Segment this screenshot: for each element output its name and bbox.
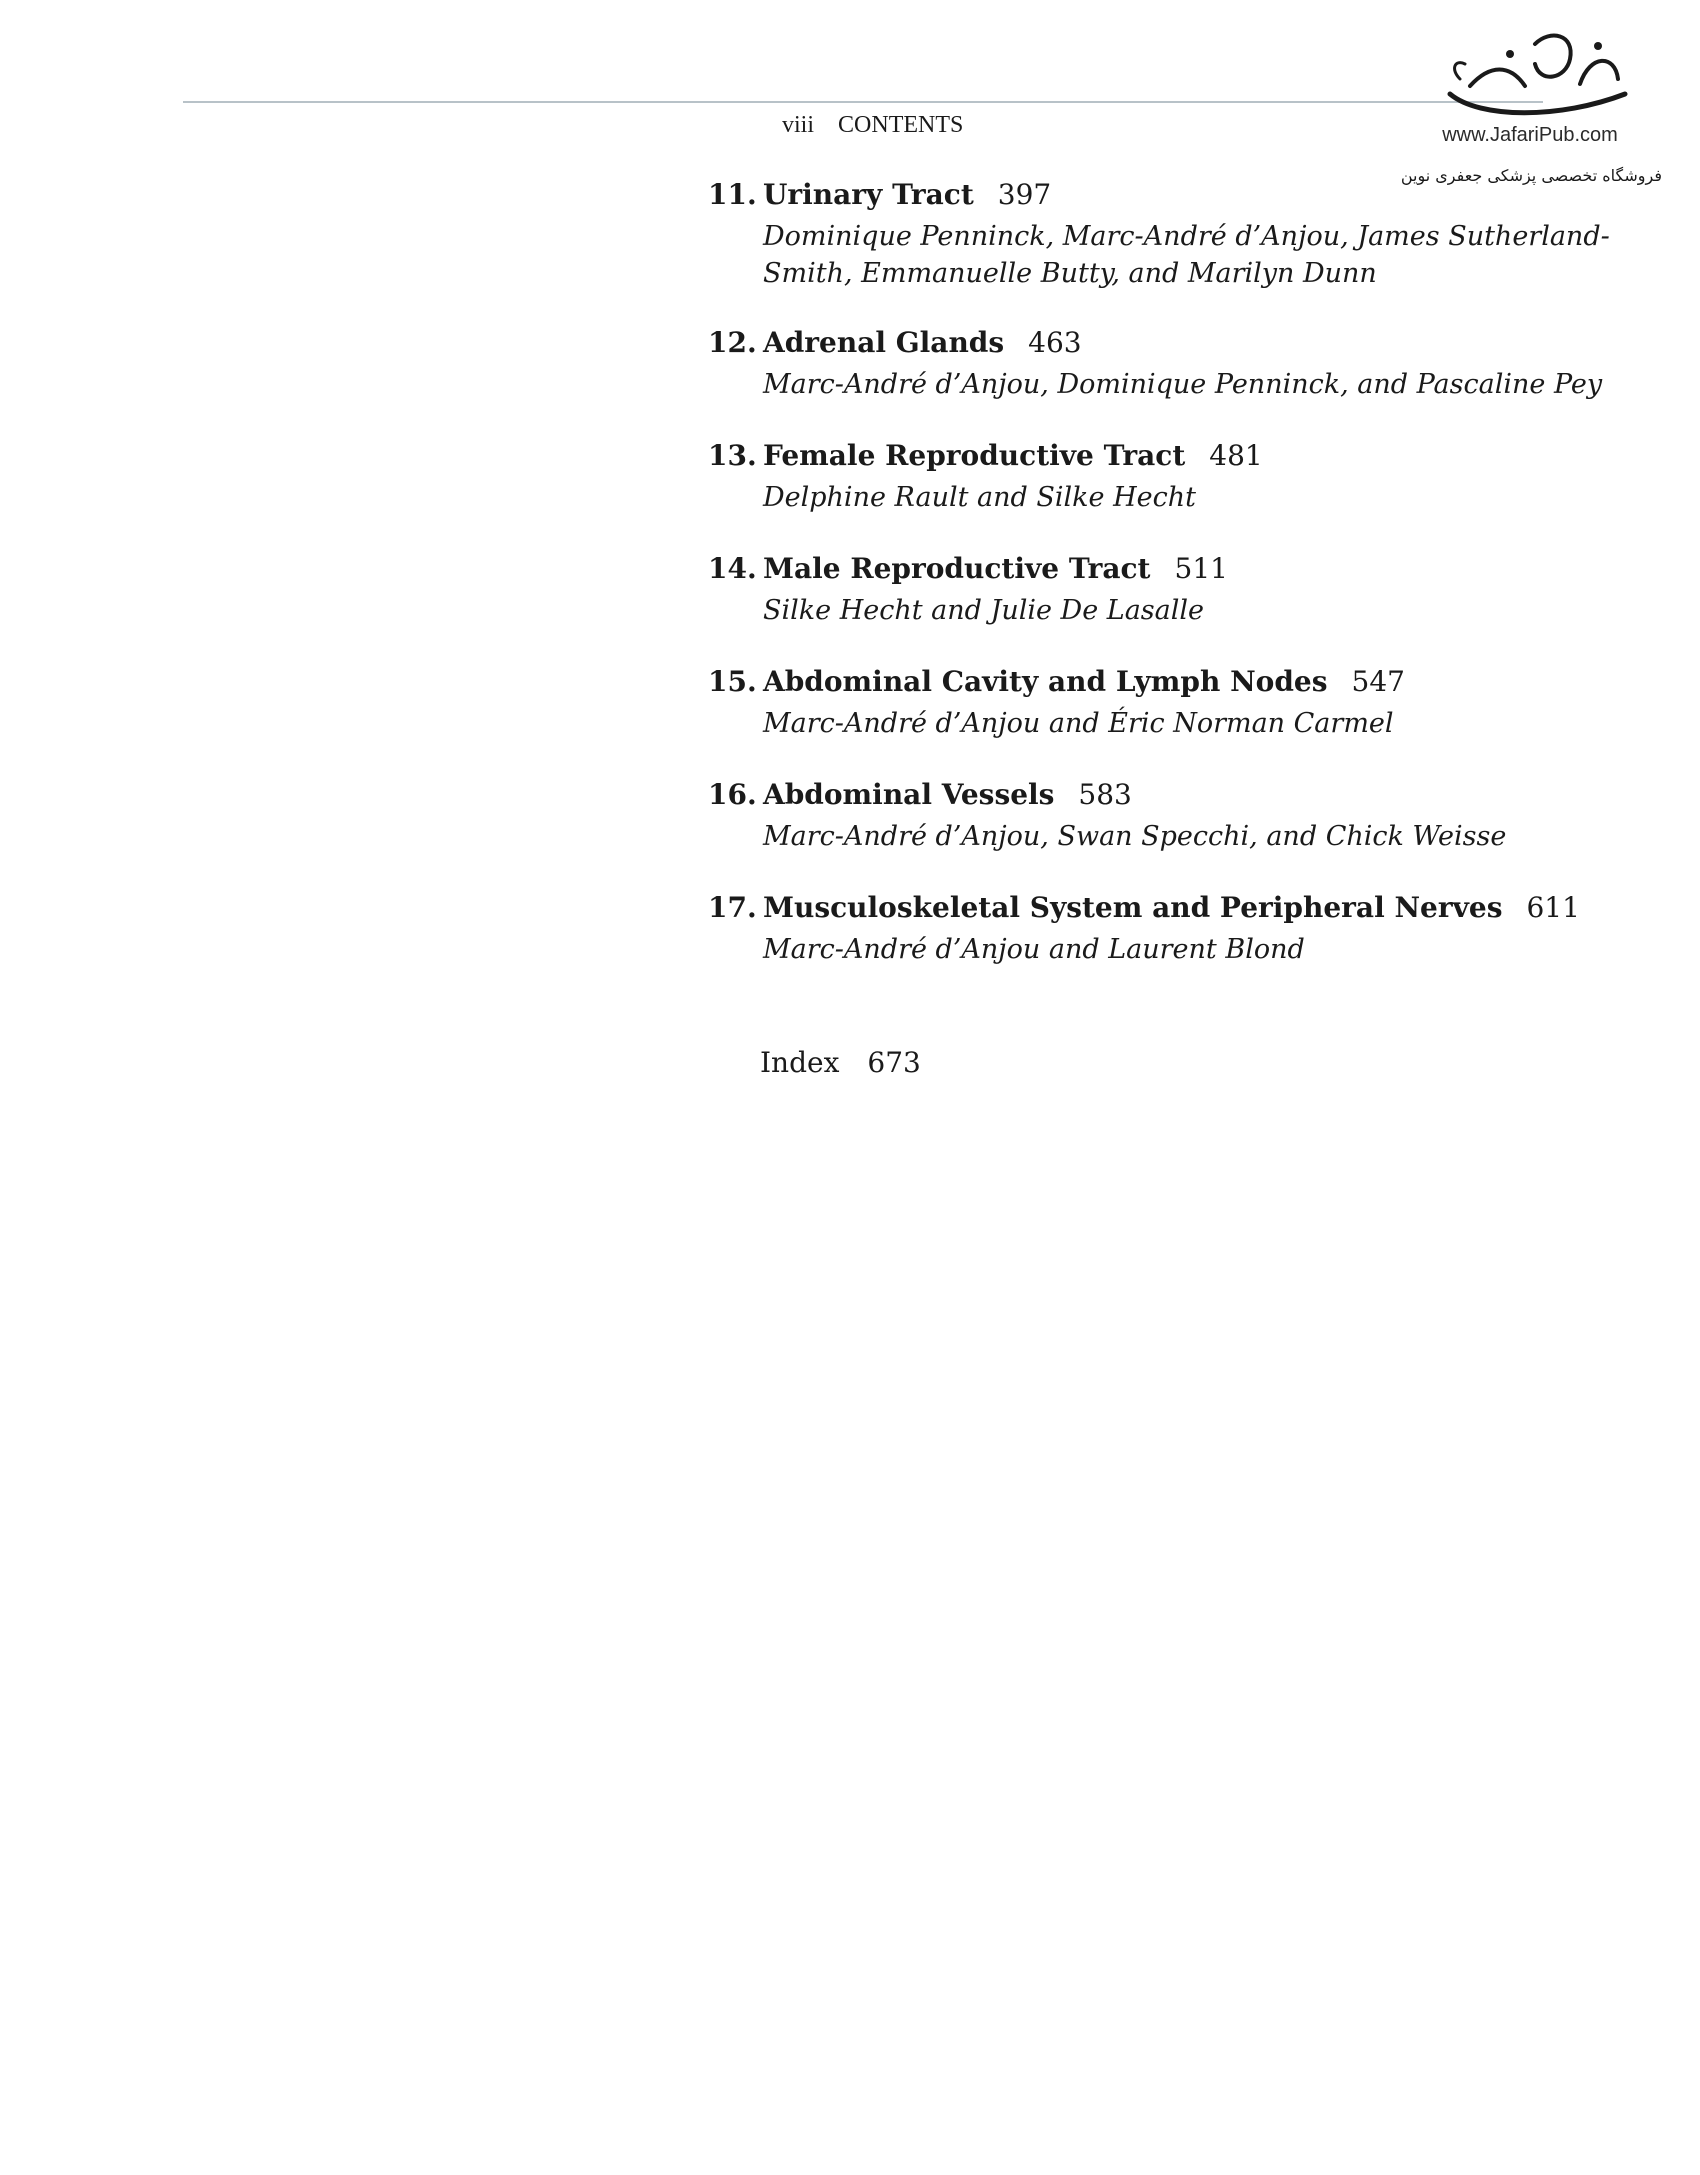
index-entry <box>760 1046 921 1079</box>
chapter-page: 611 <box>1526 891 1580 924</box>
index-page: 673 <box>867 1046 921 1079</box>
chapter-page: 463 <box>1028 326 1082 359</box>
chapter-title: Musculoskeletal System and Peripheral Nerves <box>763 891 1503 924</box>
chapter-number: 13. <box>708 439 757 472</box>
chapter-authors: Delphine Rault and Silke Hecht <box>763 482 1196 513</box>
chapter-title: Adrenal Glands <box>763 326 1005 359</box>
chapter-page: 481 <box>1209 439 1263 472</box>
toc-entry-16 <box>708 776 1608 855</box>
chapter-page: 397 <box>997 178 1052 211</box>
chapter-number: 15. <box>708 665 757 698</box>
chapter-authors: Marc-André d’Anjou, Swan Specchi, and Chick Weisse <box>763 821 1507 852</box>
chapter-authors: Marc-André d’Anjou and Laurent Blond <box>763 934 1305 965</box>
page-number: viii <box>782 112 815 138</box>
index-label: Index <box>760 1046 840 1079</box>
chapter-number: 11. <box>708 178 757 211</box>
chapter-authors: Silke Hecht and Julie De Lasalle <box>763 595 1204 626</box>
section-title: CONTENTS <box>838 112 964 138</box>
publisher-url: www.JafariPub.com <box>1442 124 1618 146</box>
toc-entry-17 <box>708 889 1608 968</box>
chapter-title: Female Reproductive Tract <box>763 439 1186 472</box>
chapter-authors: Marc-André d’Anjou, Dominique Penninck, and Pascaline Pey <box>763 369 1603 400</box>
chapter-page: 547 <box>1351 665 1405 698</box>
chapter-number: 17. <box>708 891 757 924</box>
chapter-number: 12. <box>708 326 757 359</box>
publisher-watermark <box>1400 20 1670 185</box>
chapter-authors: Dominique Penninck, Marc-André d’Anjou, James Sutherland-Smith, Emmanuelle Butty, and Marilyn Dunn <box>763 221 1610 289</box>
publisher-logo-icon <box>1440 24 1640 124</box>
toc-entry-13 <box>708 437 1608 516</box>
toc-entry-15 <box>708 663 1608 742</box>
chapter-authors: Marc-André d’Anjou and Éric Norman Carmel <box>763 708 1394 739</box>
chapter-page: 583 <box>1078 778 1132 811</box>
chapter-title: Male Reproductive Tract <box>763 552 1151 585</box>
running-head <box>782 112 963 139</box>
publisher-tagline: فروشگاه تخصصی پزشکی جعفری نوین <box>1400 166 1662 185</box>
chapter-number: 16. <box>708 778 757 811</box>
header-rule <box>183 101 1543 103</box>
chapter-title: Abdominal Cavity and Lymph Nodes <box>763 665 1328 698</box>
chapter-title: Abdominal Vessels <box>763 778 1055 811</box>
chapter-title: Urinary Tract <box>763 178 974 211</box>
toc-entry-12 <box>708 324 1608 403</box>
chapter-number: 14. <box>708 552 757 585</box>
chapter-page: 511 <box>1174 552 1228 585</box>
toc-entry-11 <box>708 176 1608 292</box>
toc-entry-14 <box>708 550 1608 629</box>
